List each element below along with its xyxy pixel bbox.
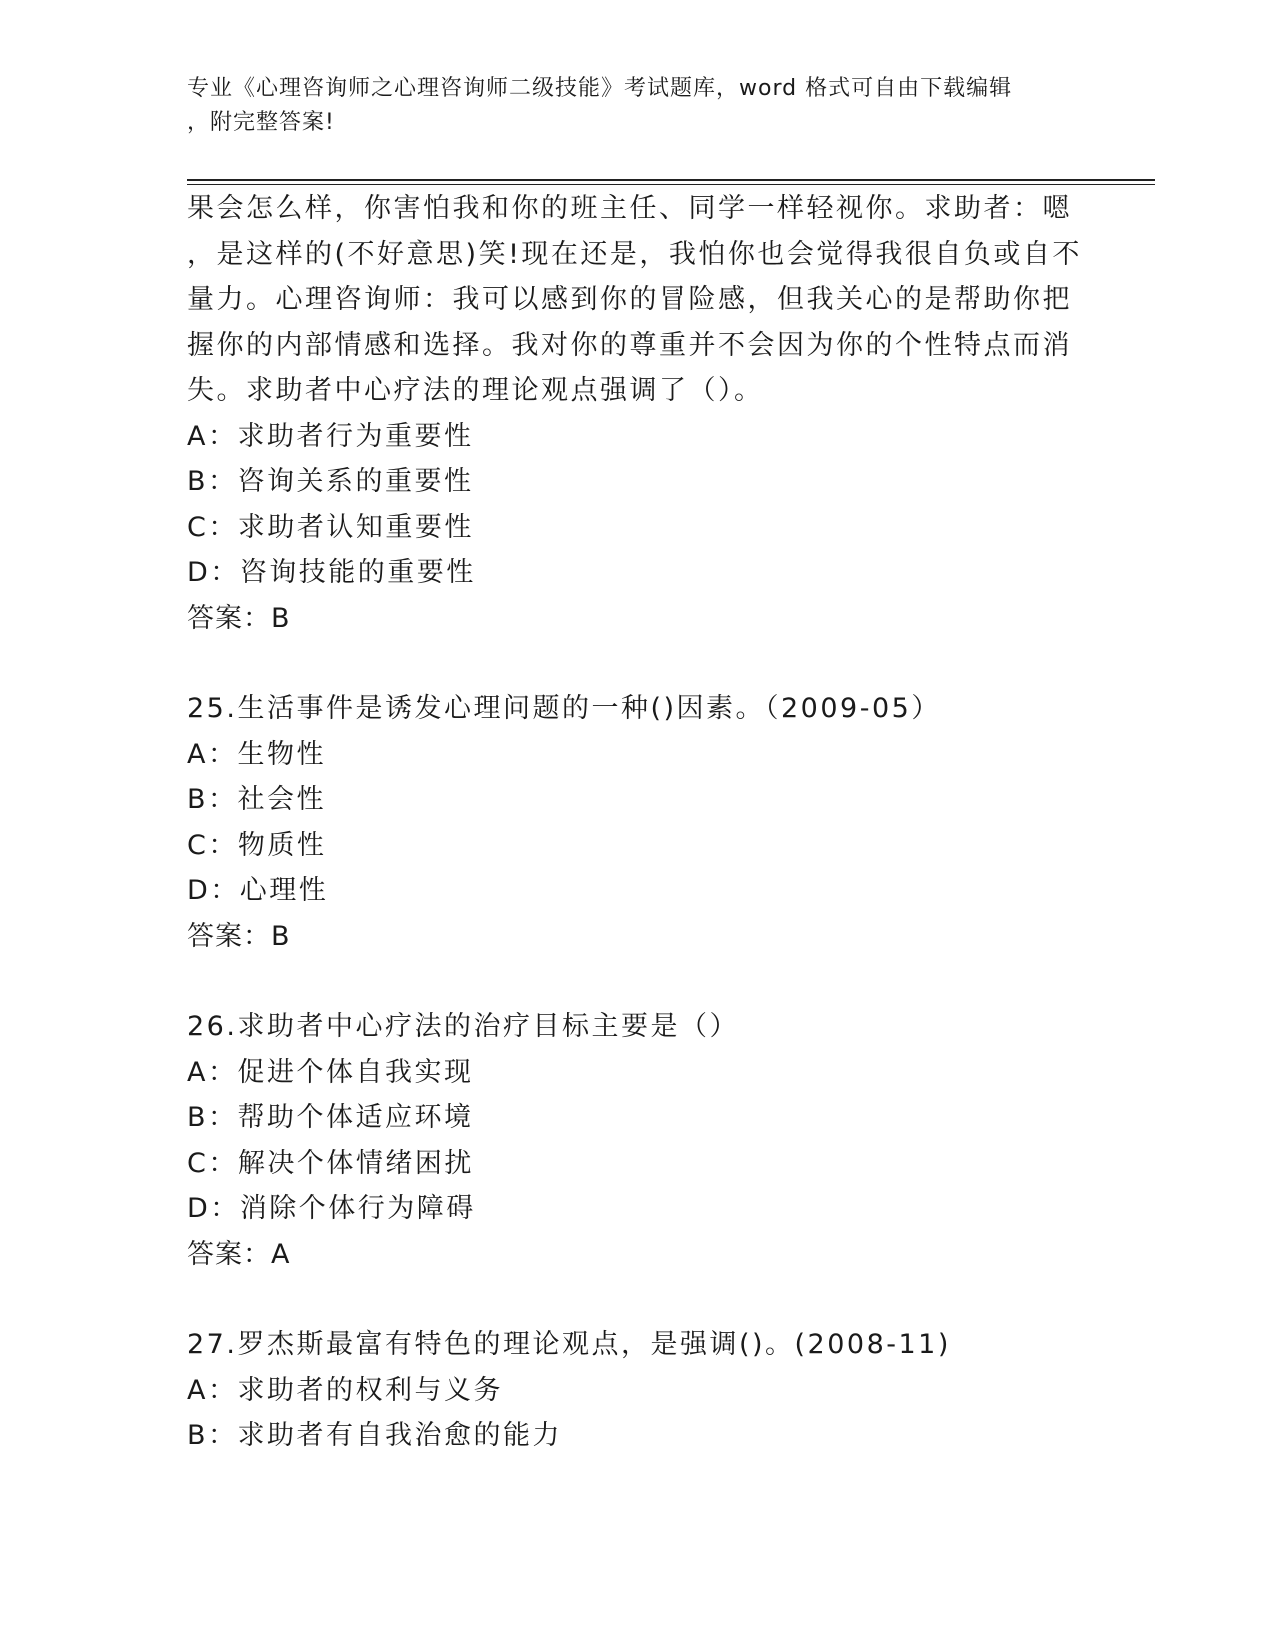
option-a: A：促进个体自我实现 — [187, 1056, 474, 1088]
option-c: C：物质性 — [187, 829, 327, 861]
option-b: B：咨询关系的重要性 — [187, 466, 474, 497]
question-stem-line: 量力。心理咨询师：我可以感到你的冒险感，但我关心的是帮助你把 — [187, 284, 1072, 315]
option-b: B：求助者有自我治愈的能力 — [187, 1420, 563, 1451]
question-stem: 25.生活事件是诱发心理问题的一种()因素。（2009-05） — [187, 693, 941, 724]
answer-text: 答案：A — [187, 1238, 291, 1270]
question-list — [187, 186, 1087, 1459]
question-24 — [187, 186, 1087, 641]
option-d: D：消除个体行为障碍 — [187, 1193, 476, 1224]
question-27 — [187, 1322, 1087, 1459]
option-a: A：求助者行为重要性 — [187, 420, 474, 452]
option-c: C：解决个体情绪困扰 — [187, 1147, 474, 1179]
answer-text: 答案：B — [187, 602, 291, 634]
question-spacer — [187, 1277, 1087, 1322]
option-b: B：社会性 — [187, 784, 327, 815]
question-spacer — [187, 641, 1087, 686]
question-stem-line: 果会怎么样，你害怕我和你的班主任、同学一样轻视你。求助者：嗯 — [187, 193, 1072, 224]
question-25 — [187, 686, 1087, 959]
option-d: D：咨询技能的重要性 — [187, 557, 476, 588]
question-26 — [187, 1004, 1087, 1277]
question-stem: 27.罗杰斯最富有特色的理论观点，是强调()。(2008-11) — [187, 1329, 951, 1360]
answer-text: 答案：B — [187, 920, 291, 952]
question-stem: 26.求助者中心疗法的治疗目标主要是（） — [187, 1011, 739, 1042]
document-header — [187, 72, 1087, 140]
question-stem-line: ，是这样的(不好意思)笑!现在还是，我怕你也会觉得我很自负或自不 — [187, 238, 1082, 270]
option-b: B：帮助个体适应环境 — [187, 1102, 474, 1133]
question-spacer — [187, 959, 1087, 1004]
option-c: C：求助者认知重要性 — [187, 511, 474, 543]
header-line-2: ，附完整答案! — [187, 110, 335, 135]
header-divider — [187, 179, 1155, 185]
question-stem-line: 握你的内部情感和选择。我对你的尊重并不会因为你的个性特点而消 — [187, 329, 1072, 361]
option-a: A：生物性 — [187, 738, 326, 770]
question-stem-line: 失。求助者中心疗法的理论观点强调了（）。 — [187, 375, 764, 406]
option-a: A：求助者的权利与义务 — [187, 1374, 503, 1406]
header-line-1: 专业《心理咨询师之心理咨询师二级技能》考试题库，word 格式可自由下载编辑 — [187, 76, 1013, 101]
option-d: D：心理性 — [187, 875, 329, 906]
